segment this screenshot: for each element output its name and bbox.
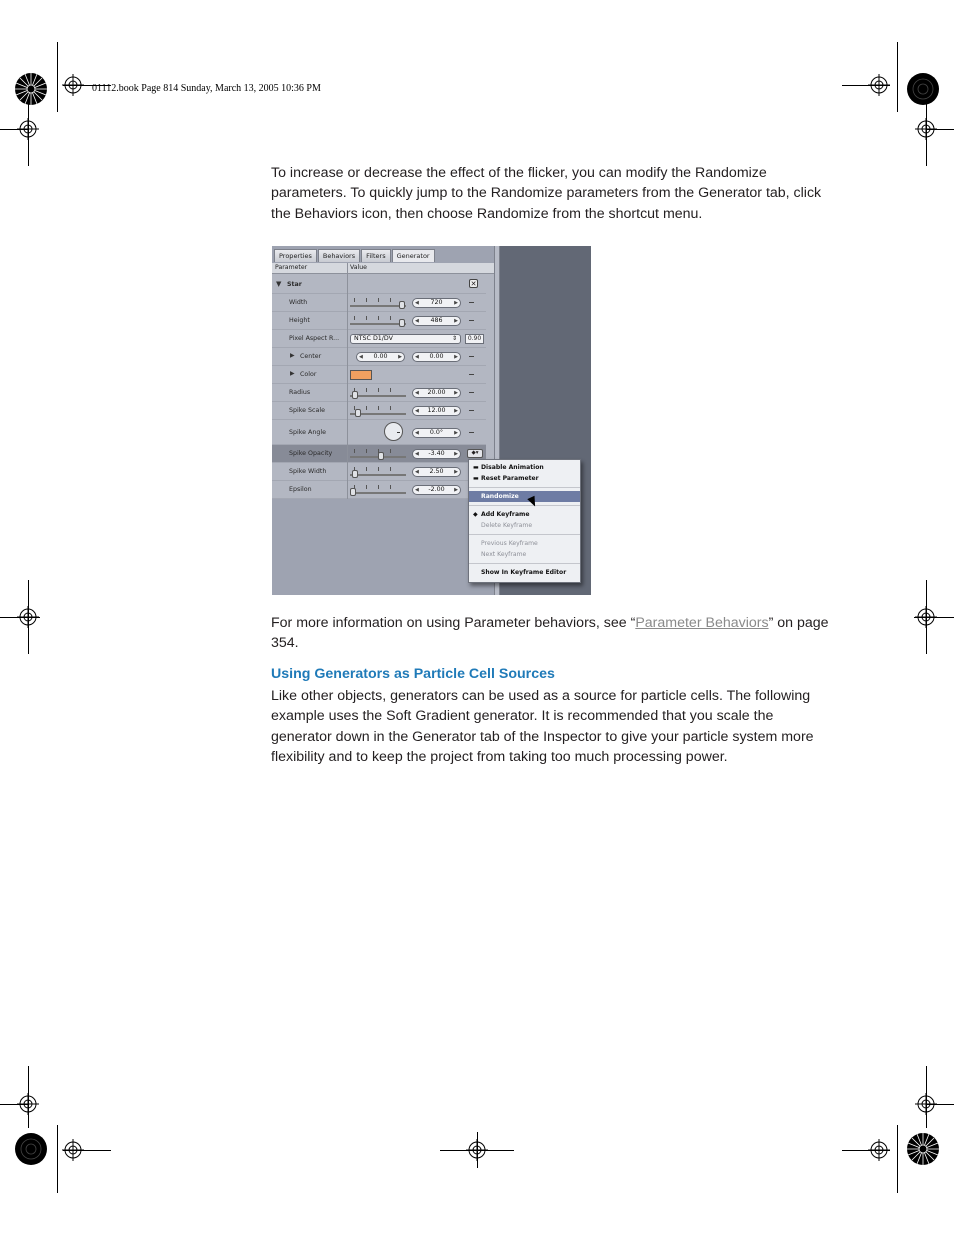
param-row-spike-opacity (272, 445, 486, 463)
disclosure-triangle-icon[interactable]: ▶ (290, 352, 295, 359)
parameter-behaviors-link[interactable]: Parameter Behaviors (635, 615, 769, 631)
animation-dash-icon[interactable] (469, 374, 474, 375)
spike-width-slider[interactable] (350, 467, 406, 477)
param-label: Color (300, 371, 317, 378)
animation-dash-icon[interactable] (469, 392, 474, 393)
param-row-spike-angle (272, 420, 486, 445)
menu-separator (469, 534, 580, 535)
animation-dash-icon[interactable] (469, 432, 474, 433)
registration-target-icon (17, 118, 39, 140)
starburst-registration-icon (906, 1132, 940, 1166)
param-label: Spike Angle (289, 429, 326, 436)
radius-slider[interactable] (350, 388, 406, 398)
spike-angle-field[interactable]: ◀ 0.0° ▶ (412, 428, 461, 438)
pixel-aspect-popup[interactable]: NTSC D1/DV ⇕ (350, 334, 461, 344)
reference-paragraph (271, 613, 831, 654)
param-label: Spike Scale (289, 407, 325, 414)
intro-paragraph: To increase or decrease the effect of the flicker, you can modify the Randomize parameters. To quickly jump to the Randomize parameters from the Generator tab, click the Behaviors icon, then choose Randomize from the shortcut menu. (271, 165, 822, 222)
param-label: Spike Opacity (289, 450, 333, 457)
registration-target-icon (915, 118, 937, 140)
animation-dash-icon[interactable] (469, 320, 474, 321)
section-heading: Using Generators as Particle Cell Sources (271, 666, 555, 682)
disclosure-triangle-icon[interactable]: ▼ (276, 280, 282, 288)
param-label: Radius (289, 389, 311, 396)
tab-generator[interactable]: Generator (392, 249, 435, 262)
inspector-tabs (274, 249, 436, 262)
param-label: Width (289, 299, 308, 306)
param-row-height (272, 312, 486, 330)
menu-separator (469, 505, 580, 506)
height-slider[interactable] (350, 316, 406, 326)
menu-item-disable-animation[interactable]: ▬ Disable Animation (473, 464, 544, 471)
menu-item-next-keyframe[interactable]: Next Keyframe (481, 551, 527, 558)
shortcut-menu (468, 459, 581, 583)
epsilon-field[interactable]: ◀ -2.00 ▶ (412, 485, 461, 495)
column-separator (347, 263, 348, 499)
registration-target-icon (17, 1093, 39, 1115)
spike-opacity-slider[interactable] (350, 449, 406, 459)
spike-scale-slider[interactable] (350, 406, 406, 416)
registration-target-icon (62, 1139, 84, 1161)
param-row-radius (272, 384, 486, 402)
menu-item-show-in-keyframe-editor[interactable]: Show In Keyframe Editor (481, 569, 567, 576)
reference-text-after: ” on page 354. (271, 615, 829, 652)
running-head: 01112.book Page 814 Sunday, March 13, 2005 10:36 PM (92, 83, 321, 94)
inspector-screenshot (272, 246, 591, 595)
param-label: Spike Width (289, 468, 327, 475)
menu-item-reset-parameter[interactable]: ▬ Reset Parameter (473, 475, 539, 482)
registration-target-icon (915, 1093, 937, 1115)
registration-target-icon (915, 606, 937, 628)
animation-menu-icon[interactable]: ◆▾ (467, 449, 483, 458)
center-y-field[interactable]: ◀ 0.00 ▶ (412, 352, 461, 362)
param-row-epsilon (272, 481, 486, 499)
height-field[interactable]: ◀ 486 ▶ (412, 316, 461, 326)
angle-dial[interactable] (384, 422, 403, 441)
param-label: Center (300, 353, 322, 360)
animation-dash-icon[interactable] (469, 302, 474, 303)
registration-target-icon (466, 1139, 488, 1161)
color-swatch[interactable] (350, 370, 372, 380)
radius-field[interactable]: ◀ 20.00 ▶ (412, 388, 461, 398)
registration-target-icon (17, 606, 39, 628)
close-icon[interactable]: ✕ (470, 280, 477, 288)
menu-separator (469, 563, 580, 564)
param-label: Epsilon (289, 486, 312, 493)
param-row-spike-scale (272, 402, 486, 420)
disclosure-triangle-icon[interactable]: ▶ (290, 370, 295, 377)
tab-filters[interactable]: Filters (361, 249, 390, 262)
param-row-spike-width (272, 463, 486, 481)
pixel-aspect-value-field[interactable]: 0.90 (465, 334, 484, 344)
menu-item-add-keyframe[interactable]: ◆ Add Keyframe (473, 511, 530, 518)
keyframe-diamond-icon: ◆ (473, 511, 478, 518)
menu-separator (469, 487, 580, 488)
param-row-width (272, 294, 486, 312)
center-x-field[interactable]: ◀ 0.00 ▶ (356, 352, 405, 362)
param-row-pixel-aspect (272, 330, 486, 348)
parameter-column-label: Parameter (275, 264, 308, 271)
param-label: Height (289, 317, 310, 324)
tab-behaviors[interactable]: Behaviors (318, 249, 360, 262)
column-header (272, 263, 494, 274)
animation-dash-icon[interactable] (469, 410, 474, 411)
section-paragraph: Like other objects, generators can be used as a source for particle cells. The following example uses the Soft Gradient generator. It is recommended that you scale the generator down in the Generator tab of the Inspector to give your particle system more flexibility and to keep the project from taking too much processing power. (271, 688, 814, 766)
menu-item-previous-keyframe[interactable]: Previous Keyframe (481, 540, 538, 547)
registration-target-icon (868, 74, 890, 96)
epsilon-slider[interactable] (350, 485, 406, 495)
registration-target-icon (62, 74, 84, 96)
starburst-registration-icon (14, 72, 48, 106)
param-row-color (272, 366, 486, 384)
value-column-label: Value (350, 264, 367, 271)
group-label: Star (287, 281, 302, 288)
param-label: Pixel Aspect R... (289, 335, 340, 342)
tab-properties[interactable]: Properties (274, 249, 317, 262)
width-field[interactable]: ◀ 720 ▶ (412, 298, 461, 308)
group-row-star[interactable] (272, 276, 486, 294)
menu-item-randomize[interactable]: Randomize (469, 491, 580, 502)
animation-dash-icon[interactable] (469, 356, 474, 357)
spike-opacity-field[interactable]: ◀ -3.40 ▶ (412, 449, 461, 459)
param-row-center (272, 348, 486, 366)
spike-width-field[interactable]: ◀ 2.50 ▶ (412, 467, 461, 477)
registration-target-icon (868, 1139, 890, 1161)
reference-text-before: For more information on using Parameter behaviors, see “ (271, 615, 636, 631)
width-slider[interactable] (350, 298, 406, 308)
starburst-registration-icon (906, 72, 940, 106)
menu-item-delete-keyframe[interactable]: Delete Keyframe (481, 522, 533, 529)
spike-scale-field[interactable]: ◀ 12.00 ▶ (412, 406, 461, 416)
starburst-registration-icon (14, 1132, 48, 1166)
